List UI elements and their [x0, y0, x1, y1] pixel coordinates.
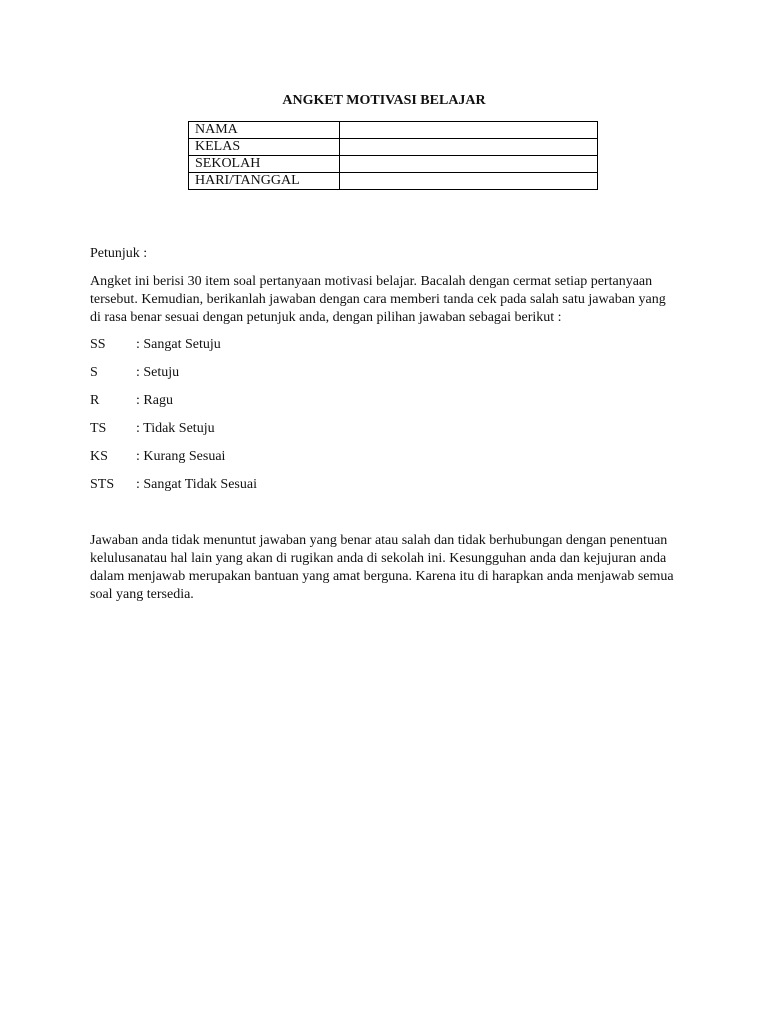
option-meaning: : Kurang Sesuai	[136, 449, 226, 464]
option-code: TS	[90, 421, 107, 436]
row-label-sekolah: SEKOLAH	[189, 156, 340, 173]
closing-paragraph: Jawaban anda tidak menuntut jawaban yang benar atau salah dan tidak berhubungan dengan penentuan kelulusanatau hal lain yang akan di rugikan anda di sekolah ini. Kesungguhan anda dan kejujuran anda dalam menjawab merupakan bantuan yang amat berguna. Karena itu di harapkan anda menjawab semua soal yang tersedia.	[90, 533, 674, 602]
option-meaning: : Sangat Setuju	[136, 337, 221, 352]
option-meaning: : Tidak Setuju	[136, 421, 215, 436]
document-title: ANGKET MOTIVASI BELAJAR	[282, 93, 486, 108]
option-meaning: : Ragu	[136, 393, 173, 408]
option-item	[90, 476, 490, 494]
row-value-nama	[340, 122, 598, 139]
option-item	[90, 336, 490, 354]
row-value-sekolah	[340, 156, 598, 173]
option-code: SS	[90, 337, 106, 352]
table-row	[189, 139, 598, 156]
option-item	[90, 364, 490, 382]
option-meaning: : Setuju	[136, 365, 180, 380]
option-item	[90, 420, 490, 438]
row-label-kelas: KELAS	[189, 139, 340, 156]
row-value-hari-tanggal	[340, 173, 598, 190]
option-code: STS	[90, 477, 115, 492]
table-row	[189, 156, 598, 173]
option-item	[90, 392, 490, 410]
identity-table	[188, 121, 598, 190]
row-label-hari-tanggal: HARI/TANGGAL	[189, 173, 340, 190]
option-code: KS	[90, 449, 108, 464]
table-row	[189, 173, 598, 190]
option-code: S	[90, 365, 98, 380]
option-item	[90, 448, 490, 466]
instructions-paragraph: Angket ini berisi 30 item soal pertanyaan motivasi belajar. Bacalah dengan cermat setiap pertanyaan tersebut. Kemudian, berikanlah jawaban dengan cara memberi tanda cek pada salah satu jawaban yang di rasa benar sesuai dengan petunjuk anda, dengan pilihan jawaban sebagai berikut :	[90, 274, 666, 325]
option-meaning: : Sangat Tidak Sesuai	[136, 477, 257, 492]
row-label-nama: NAMA	[189, 122, 340, 139]
option-code: R	[90, 393, 100, 408]
row-value-kelas	[340, 139, 598, 156]
table-row	[189, 122, 598, 139]
instructions-heading: Petunjuk :	[90, 246, 148, 261]
